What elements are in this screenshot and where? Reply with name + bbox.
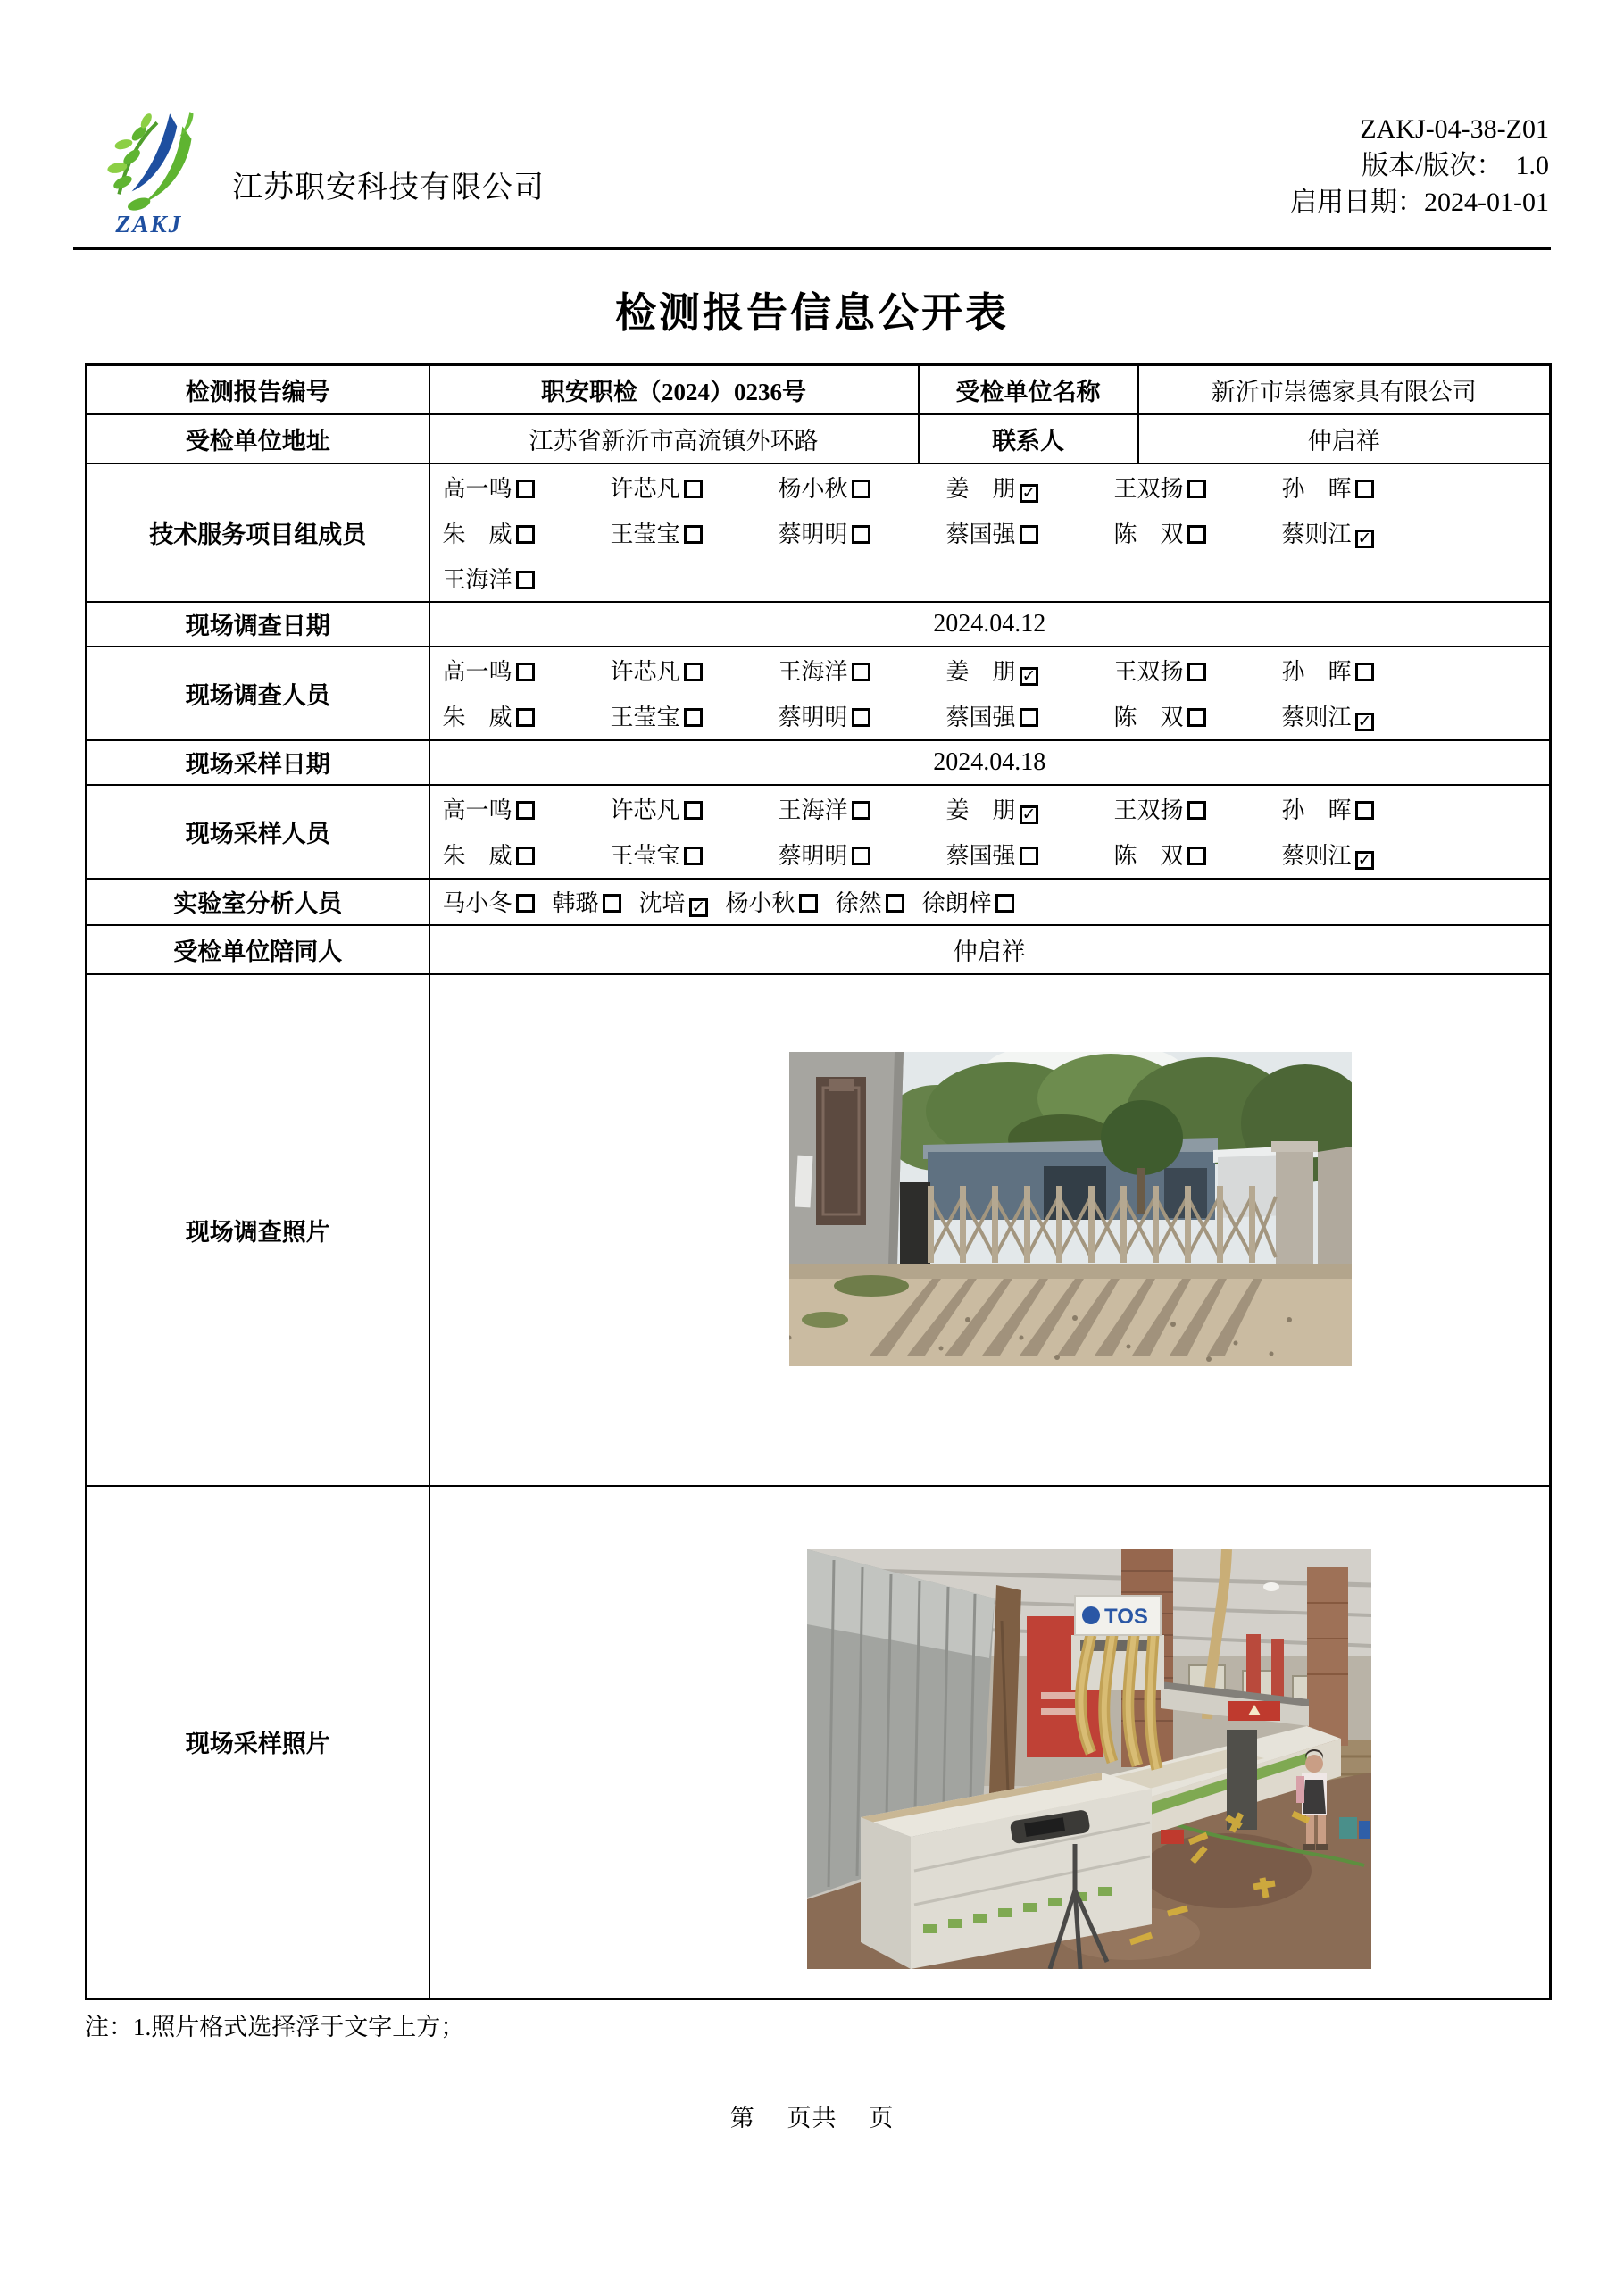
member-name: 马小冬 (442, 890, 512, 916)
effective-date-label: 启用日期： (1290, 188, 1425, 217)
unit-name-value: 新沂市崇德家具有限公司 (1138, 365, 1551, 414)
checkbox-unchecked (852, 847, 870, 865)
member-item (611, 654, 779, 687)
checkbox-unchecked (516, 663, 535, 681)
table-row (87, 365, 1551, 414)
member-item (946, 792, 1114, 825)
table-row (87, 1486, 1551, 1999)
logo-leaves (106, 112, 157, 213)
companion-value: 仲启祥 (429, 925, 1551, 974)
member-name: 徐朗梓 (921, 890, 992, 916)
member-name: 蔡国强 (945, 843, 1016, 869)
member-item (1282, 471, 1450, 504)
machine-logo-text: TOS (1103, 1604, 1148, 1629)
member-item (443, 885, 535, 918)
member-item (611, 699, 779, 732)
contact-value: 仲启祥 (1138, 414, 1551, 463)
member-name: 姜 朋 (945, 659, 1016, 685)
member-item (443, 562, 611, 595)
member-name: 杨小秋 (778, 475, 848, 502)
sampling-photo-label: 现场采样照片 (87, 1486, 429, 1999)
member-item (443, 654, 611, 687)
gravel-ground (789, 1264, 1352, 1366)
member-name: 沈培 (638, 890, 686, 916)
logo-zakj-text: ZAKJ (115, 210, 183, 238)
survey-staff-label: 现场调查人员 (87, 647, 429, 740)
member-item (922, 885, 1014, 918)
company-logo (92, 96, 228, 238)
member-name: 蔡明明 (778, 705, 848, 730)
member-item (779, 699, 946, 732)
survey-photo-cell (429, 974, 1551, 1486)
member-name: 孙 晖 (1281, 659, 1352, 685)
member-item (1114, 699, 1282, 732)
member-item (553, 885, 621, 918)
checkbox-unchecked (1187, 663, 1206, 681)
member-item (779, 516, 946, 549)
footnote: 注：1.照片格式选择浮于文字上方； (85, 2014, 465, 2040)
checkbox-unchecked (1020, 847, 1038, 865)
effective-date-value: 2024-01-01 (1424, 188, 1549, 217)
member-item (443, 699, 611, 732)
checkbox-unchecked (852, 480, 870, 498)
survey-date-label: 现场调查日期 (87, 602, 429, 647)
member-name: 许芯凡 (610, 475, 680, 502)
checkbox-unchecked (1355, 801, 1374, 820)
checkbox-unchecked (1355, 663, 1374, 681)
member-name: 蔡则江 (1281, 521, 1352, 547)
survey-photo-label: 现场调查照片 (87, 974, 429, 1486)
report-no-label: 检测报告编号 (87, 365, 429, 414)
member-item (1282, 654, 1450, 687)
survey-staff-cell (429, 647, 1551, 740)
member-item (639, 885, 708, 918)
survey-photo (789, 1052, 1352, 1366)
member-line (430, 464, 1550, 510)
survey-date-value: 2024.04.12 (429, 602, 1551, 647)
member-name: 陈 双 (1113, 843, 1184, 869)
member-name: 蔡则江 (1281, 843, 1352, 869)
checkbox-unchecked (799, 894, 818, 913)
member-name: 王海洋 (778, 797, 848, 823)
member-name: 许芯凡 (610, 659, 680, 685)
sampling-staff-cell (429, 785, 1551, 879)
member-name: 陈 双 (1113, 521, 1184, 547)
sampling-photo-cell (429, 1486, 1551, 1999)
member-name: 朱 威 (442, 843, 512, 869)
checkbox-unchecked (1187, 480, 1206, 498)
member-item (1114, 654, 1282, 687)
member-name: 蔡明明 (778, 843, 848, 869)
member-name: 蔡则江 (1281, 705, 1352, 730)
member-line (430, 786, 1550, 831)
member-name: 王莹宝 (610, 705, 680, 730)
member-item (611, 838, 779, 871)
member-item (779, 838, 946, 871)
page-title: 检测报告信息公开表 (615, 290, 1009, 336)
member-name: 王双扬 (1113, 475, 1184, 502)
sampling-date-label: 现场采样日期 (87, 740, 429, 785)
member-name: 王双扬 (1113, 659, 1184, 685)
member-item (443, 471, 611, 504)
checkbox-unchecked (852, 525, 870, 544)
member-line (430, 510, 1550, 555)
checkbox-checked: ✓ (1355, 851, 1374, 870)
checkbox-unchecked (516, 571, 535, 589)
member-item (611, 516, 779, 549)
checkbox-checked: ✓ (1020, 805, 1038, 824)
member-item (443, 792, 611, 825)
member-line (430, 831, 1550, 877)
checkbox-unchecked (516, 525, 535, 544)
checkbox-checked: ✓ (1020, 484, 1038, 503)
table-row (87, 879, 1551, 925)
sampling-photo (807, 1549, 1371, 1969)
lab-staff-cell (429, 879, 1551, 925)
member-name: 孙 晖 (1281, 797, 1352, 823)
checkbox-unchecked (852, 708, 870, 727)
checkbox-unchecked (852, 663, 870, 681)
member-name: 王海洋 (778, 659, 848, 685)
table-row (87, 974, 1551, 1486)
checkbox-unchecked (1187, 847, 1206, 865)
checkbox-unchecked (684, 708, 703, 727)
checkbox-unchecked (516, 480, 535, 498)
member-item (946, 471, 1114, 504)
company-name: 江苏职安科技有限公司 (232, 171, 545, 204)
member-item (1282, 699, 1450, 732)
page-number-footer: 第 页共 页 (729, 2105, 895, 2132)
member-name: 朱 威 (442, 705, 512, 730)
checkbox-unchecked (516, 894, 535, 913)
checkbox-checked: ✓ (689, 898, 708, 917)
version-label: 版本/版次： (1362, 151, 1503, 180)
checkbox-unchecked (886, 894, 904, 913)
member-name: 王双扬 (1113, 797, 1184, 823)
member-item (611, 471, 779, 504)
table-row (87, 740, 1551, 785)
member-item (443, 516, 611, 549)
checkbox-unchecked (995, 894, 1014, 913)
team-members-cell (429, 463, 1551, 602)
checkbox-unchecked (1355, 480, 1374, 498)
member-name: 高一鸣 (442, 475, 512, 502)
checkbox-unchecked (516, 708, 535, 727)
doc-date-line (1290, 184, 1549, 221)
unit-name-label: 受检单位名称 (919, 365, 1138, 414)
checkbox-unchecked (684, 480, 703, 498)
checkbox-unchecked (603, 894, 621, 913)
machine-logo-sign (1075, 1596, 1161, 1635)
header-divider (73, 247, 1551, 250)
member-item (1282, 838, 1450, 871)
checkbox-unchecked (684, 847, 703, 865)
table-row (87, 647, 1551, 740)
doc-code: ZAKJ-04-38-Z01 (1360, 114, 1549, 144)
member-item (1114, 516, 1282, 549)
member-item (1114, 838, 1282, 871)
member-name: 蔡明明 (778, 521, 848, 547)
member-name: 姜 朋 (945, 475, 1016, 502)
member-item (443, 838, 611, 871)
member-item (946, 838, 1114, 871)
doc-control-block (1290, 111, 1549, 221)
member-item (779, 654, 946, 687)
member-name: 蔡国强 (945, 705, 1016, 730)
member-item (726, 885, 818, 918)
checkbox-unchecked (1187, 525, 1206, 544)
member-item (1282, 516, 1450, 549)
checkbox-unchecked (516, 847, 535, 865)
member-item (1114, 792, 1282, 825)
checkbox-checked: ✓ (1355, 530, 1374, 548)
member-name: 韩璐 (552, 890, 599, 916)
unit-addr-label: 受检单位地址 (87, 414, 429, 463)
member-item (946, 654, 1114, 687)
member-name: 王莹宝 (610, 521, 680, 547)
table-row (87, 602, 1551, 647)
member-name: 王莹宝 (610, 843, 680, 869)
checkbox-unchecked (1187, 708, 1206, 727)
checkbox-checked: ✓ (1355, 713, 1374, 731)
unit-addr-value: 江苏省新沂市高流镇外环路 (429, 414, 919, 463)
member-line (430, 647, 1550, 693)
table-row (87, 785, 1551, 879)
member-name: 杨小秋 (725, 890, 795, 916)
member-item (611, 792, 779, 825)
member-name: 高一鸣 (442, 659, 512, 685)
member-line (430, 693, 1550, 738)
member-name: 高一鸣 (442, 797, 512, 823)
checkbox-unchecked (852, 801, 870, 820)
checkbox-unchecked (1020, 708, 1038, 727)
version-value: 1.0 (1515, 151, 1549, 180)
member-name: 徐然 (835, 890, 882, 916)
table-row (87, 463, 1551, 602)
checkbox-unchecked (516, 801, 535, 820)
team-label: 技术服务项目组成员 (87, 463, 429, 602)
member-name: 王海洋 (442, 566, 512, 593)
report-no-value: 职安职检（2024）0236号 (429, 365, 919, 414)
member-line (430, 555, 1550, 601)
member-line (430, 880, 1550, 924)
checkbox-unchecked (684, 801, 703, 820)
checkbox-unchecked (684, 525, 703, 544)
member-name: 朱 威 (442, 521, 512, 547)
member-name: 姜 朋 (945, 797, 1016, 823)
doc-version-line (1290, 147, 1549, 184)
member-name: 蔡国强 (945, 521, 1016, 547)
table-row (87, 925, 1551, 974)
checkbox-checked: ✓ (1020, 667, 1038, 686)
sampling-staff-label: 现场采样人员 (87, 785, 429, 879)
member-item (1282, 792, 1450, 825)
report-info-table (85, 363, 1552, 2000)
sampling-date-value: 2024.04.18 (429, 740, 1551, 785)
member-item (946, 699, 1114, 732)
member-item (946, 516, 1114, 549)
right-pillar (1271, 1141, 1352, 1268)
member-item (779, 792, 946, 825)
member-name: 许芯凡 (610, 797, 680, 823)
contact-label: 联系人 (919, 414, 1138, 463)
companion-label: 受检单位陪同人 (87, 925, 429, 974)
member-name: 孙 晖 (1281, 475, 1352, 502)
lab-staff-label: 实验室分析人员 (87, 879, 429, 925)
member-item (1114, 471, 1282, 504)
checkbox-unchecked (684, 663, 703, 681)
checkbox-unchecked (1187, 801, 1206, 820)
table-row (87, 414, 1551, 463)
member-item (836, 885, 904, 918)
member-name: 陈 双 (1113, 705, 1184, 730)
member-item (779, 471, 946, 504)
checkbox-unchecked (1020, 525, 1038, 544)
